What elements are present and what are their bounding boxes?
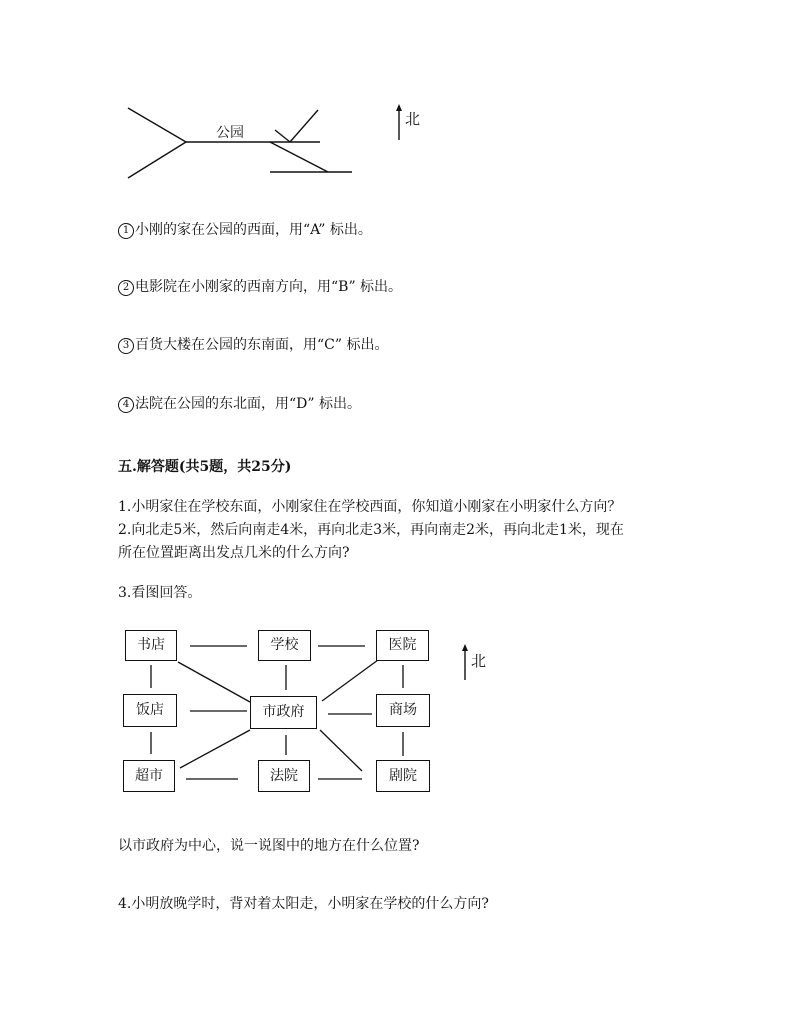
north-arrow-icon (460, 644, 470, 682)
restaurant-box: 饭店 (123, 694, 177, 727)
question-text: 百货大楼在公园的东南面，用“C” 标出。 (135, 337, 389, 353)
problem-1: 1.小明家住在学校东面，小刚家住在学校西面，你知道小刚家在小明家什么方向？ (118, 499, 622, 515)
question-text: 法院在公园的东北面，用“D” 标出。 (135, 396, 361, 412)
problem-2-line-1: 2.向北走5米，然后向南走4米，再向北走3米，再向南走2米，再向北走1米，现在 (118, 522, 624, 538)
problem-3: 3.看图回答。 (118, 585, 202, 601)
circled-number: 4 (118, 397, 134, 413)
circled-number: 3 (118, 338, 134, 354)
mall-box: 商场 (376, 694, 430, 727)
north-label: 北 (405, 110, 421, 128)
north-label: 北 (471, 652, 487, 670)
connector-line (320, 730, 362, 771)
problem-3-question: 以市政府为中心，说一说图中的地方在什么位置? (118, 838, 420, 854)
school-box: 学校 (258, 630, 311, 661)
court-box: 法院 (258, 760, 310, 792)
hospital-box: 医院 (376, 630, 429, 661)
park-label: 公园 (216, 125, 244, 141)
supermarket-box: 超市 (123, 760, 175, 792)
problem-4: 4.小明放晚学时，背对着太阳走，小明家在学校的什么方向? (118, 896, 489, 912)
section-heading: 五.解答题(共5题，共25分) (118, 459, 292, 475)
city-hall-box: 市政府 (250, 696, 317, 729)
circled-number: 2 (118, 280, 134, 296)
bookstore-box: 书店 (125, 630, 177, 661)
connector-line (322, 660, 378, 701)
question-text: 电影院在小刚家的西南方向，用“B” 标出。 (135, 279, 403, 295)
theater-box: 剧院 (376, 760, 430, 792)
question-text: 小刚的家在公园的西面，用“A” 标出。 (135, 222, 372, 238)
problem-2-line-2: 所在位置距离出发点几米的什么方向? (118, 545, 350, 561)
circled-number: 1 (118, 223, 134, 239)
connector-line (180, 730, 250, 768)
connector-line (178, 662, 250, 702)
